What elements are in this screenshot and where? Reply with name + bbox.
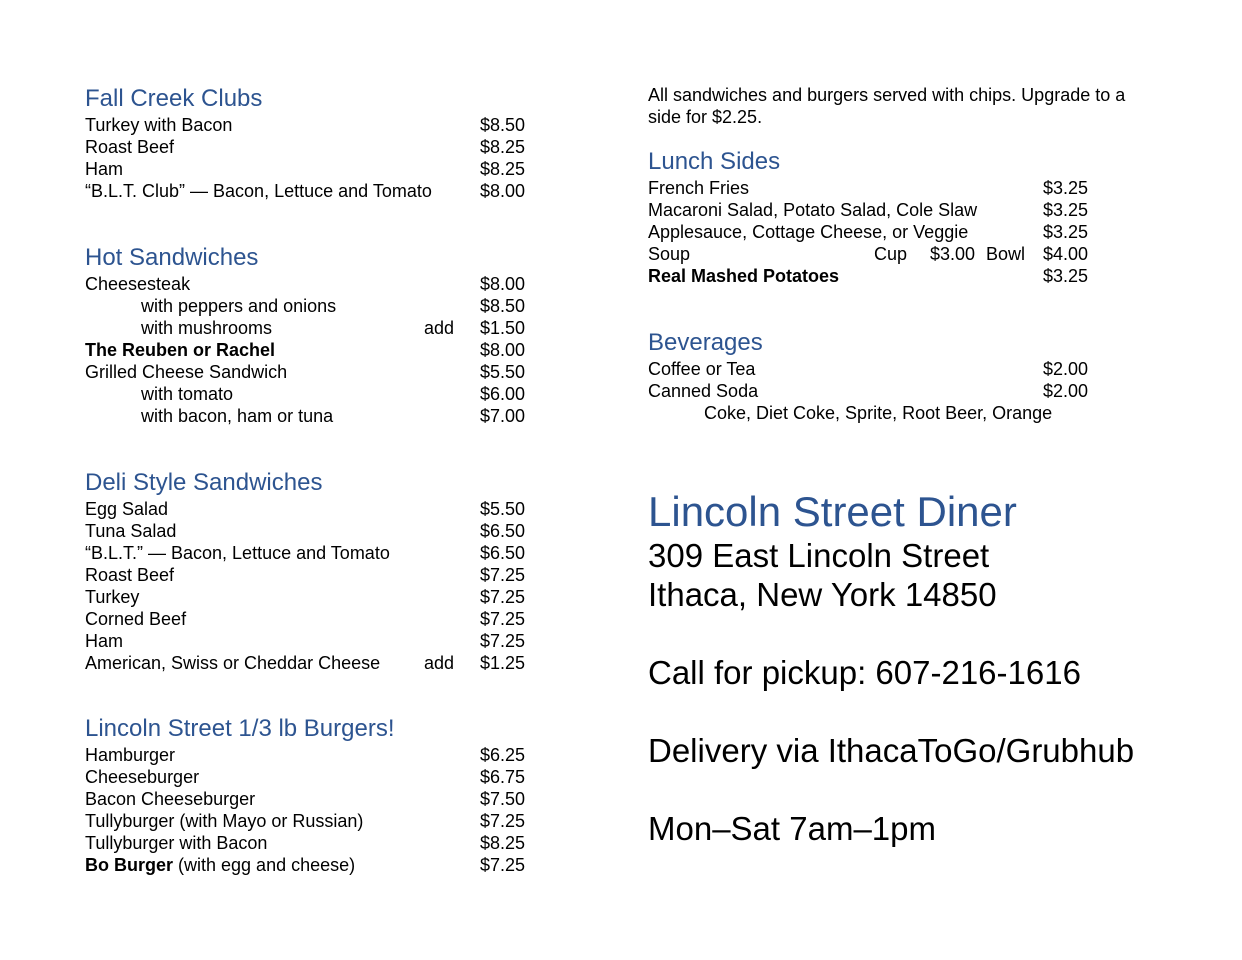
menu-item [648, 243, 1168, 265]
menu-item [85, 854, 535, 876]
item-name: Coffee or Tea [648, 359, 756, 379]
item-name: Corned Beef [85, 609, 187, 629]
item-name: with tomato [141, 384, 234, 404]
menu-item [85, 810, 535, 832]
soda-flavors-text: Coke, Diet Coke, Sprite, Root Beer, Orange [704, 403, 1053, 423]
add-label: add [424, 653, 455, 673]
item-name: Turkey with Bacon [85, 115, 233, 135]
item-price: $8.00 [480, 181, 526, 201]
item-price: $5.50 [480, 362, 526, 382]
menu-item [85, 383, 535, 405]
section-title: Beverages [648, 329, 763, 356]
item-name: French Fries [648, 178, 750, 198]
hours: Mon–Sat 7am–1pm [648, 810, 936, 847]
hot-sandwiches-section [85, 243, 535, 427]
item-name: Grilled Cheese Sandwich [85, 362, 288, 382]
beverages-section [648, 328, 1168, 424]
item-price: $8.25 [480, 833, 526, 853]
item-price: $5.50 [480, 499, 526, 519]
item-price: $4.00 [1043, 244, 1089, 264]
item-name: Roast Beef [85, 565, 175, 585]
fall-creek-clubs-section [85, 84, 535, 202]
menu-item [648, 177, 1168, 199]
item-name [85, 854, 355, 876]
item-name: Roast Beef [85, 137, 175, 157]
address-line-1: 309 East Lincoln Street [648, 537, 990, 574]
item-name-bold: Bo Burger [85, 855, 174, 875]
item-price: $6.75 [480, 767, 526, 787]
item-name: with mushrooms [141, 318, 273, 338]
sides-note: All sandwiches and burgers served with chips. Upgrade to a side for $2.25. [648, 85, 1126, 127]
soda-flavors [648, 402, 1168, 424]
add-label: add [424, 318, 455, 338]
item-name: Real Mashed Potatoes [648, 266, 840, 286]
item-price: $1.25 [480, 653, 526, 673]
item-price: $3.25 [1043, 266, 1089, 286]
menu-item [85, 114, 535, 136]
item-price: $7.25 [480, 631, 526, 651]
item-price: $8.00 [480, 274, 526, 294]
menu-item [85, 744, 535, 766]
menu-item [85, 339, 535, 361]
item-name: Ham [85, 631, 124, 651]
item-price: $7.50 [480, 789, 526, 809]
item-name: Egg Salad [85, 499, 169, 519]
menu-item [85, 158, 535, 180]
item-name: Macaroni Salad, Potato Salad, Cole Slaw [648, 200, 978, 220]
menu-item [85, 564, 535, 586]
menu-item [648, 221, 1168, 243]
section-title: Deli Style Sandwiches [85, 469, 323, 496]
menu-item [85, 405, 535, 427]
item-price: $8.00 [480, 340, 526, 360]
menu-item [85, 766, 535, 788]
item-price: $8.25 [480, 137, 526, 157]
deli-sandwiches-section [85, 468, 535, 674]
item-name-rest: (with egg and cheese) [173, 855, 356, 875]
menu-item [85, 295, 535, 317]
item-price: $8.25 [480, 159, 526, 179]
menu-item [85, 586, 535, 608]
item-price: $7.25 [480, 587, 526, 607]
item-price: $8.50 [480, 115, 526, 135]
item-price: $6.25 [480, 745, 526, 765]
cup-price: $3.00 [930, 244, 976, 264]
section-title: Lincoln Street 1/3 lb Burgers! [85, 715, 395, 742]
pickup-phone: Call for pickup: 607-216-1616 [648, 654, 1081, 691]
item-name: Turkey [85, 587, 140, 607]
item-name: “B.L.T. Club” — Bacon, Lettuce and Tomato [85, 181, 432, 201]
item-price: $7.00 [480, 406, 526, 426]
item-price: $7.25 [480, 855, 526, 875]
item-name: Cheesesteak [85, 274, 191, 294]
section-title: Fall Creek Clubs [85, 85, 263, 112]
item-price: $7.25 [480, 565, 526, 585]
item-price: $7.25 [480, 811, 526, 831]
item-price: $7.25 [480, 609, 526, 629]
item-name: Ham [85, 159, 124, 179]
item-name: Soup [648, 244, 691, 264]
address-line-2: Ithaca, New York 14850 [648, 576, 997, 613]
item-name: Tullyburger (with Mayo or Russian) [85, 811, 364, 831]
menu-item [85, 180, 535, 202]
menu-item [85, 608, 535, 630]
diner-name: Lincoln Street Diner [648, 488, 1017, 535]
item-name: Bacon Cheeseburger [85, 789, 256, 809]
item-price: $3.25 [1043, 222, 1089, 242]
item-name: The Reuben or Rachel [85, 340, 276, 360]
menu-item [648, 199, 1168, 221]
item-price: $6.50 [480, 521, 526, 541]
menu-item [85, 652, 535, 674]
menu-item [85, 498, 535, 520]
menu-item [648, 358, 1168, 380]
menu-item [85, 317, 535, 339]
menu-item [85, 832, 535, 854]
menu-item [85, 630, 535, 652]
menu-item [648, 380, 1168, 402]
item-name: with peppers and onions [141, 296, 337, 316]
item-name: Tullyburger with Bacon [85, 833, 268, 853]
item-name: Canned Soda [648, 381, 759, 401]
menu-left-column [85, 84, 535, 876]
menu-item [85, 542, 535, 564]
item-price: $6.00 [480, 384, 526, 404]
cup-label: Cup [874, 244, 908, 264]
item-price: $3.25 [1043, 200, 1089, 220]
menu-item [648, 265, 1168, 287]
item-price: $8.50 [480, 296, 526, 316]
section-title: Lunch Sides [648, 148, 781, 175]
menu-item [85, 273, 535, 295]
item-price: $3.25 [1043, 178, 1089, 198]
menu-item [85, 520, 535, 542]
item-name: Hamburger [85, 745, 176, 765]
item-name: Applesauce, Cottage Cheese, or Veggie [648, 222, 969, 242]
menu-right-column [648, 84, 1168, 848]
item-price: $2.00 [1043, 381, 1089, 401]
delivery-info: Delivery via IthacaToGo/Grubhub [648, 732, 1135, 769]
menu-item [85, 361, 535, 383]
diner-info [648, 488, 1168, 848]
item-price: $2.00 [1043, 359, 1089, 379]
item-price: $6.50 [480, 543, 526, 563]
item-name: with bacon, ham or tuna [141, 406, 334, 426]
bowl-label: Bowl [986, 244, 1026, 264]
item-name: Tuna Salad [85, 521, 177, 541]
item-name: Cheeseburger [85, 767, 200, 787]
menu-item [85, 788, 535, 810]
item-price: $1.50 [480, 318, 526, 338]
burgers-section [85, 714, 535, 876]
item-name: American, Swiss or Cheddar Cheese [85, 653, 381, 673]
menu-item [85, 136, 535, 158]
item-name: “B.L.T.” — Bacon, Lettuce and Tomato [85, 543, 390, 563]
section-title: Hot Sandwiches [85, 244, 259, 271]
lunch-sides-section [648, 147, 1168, 287]
